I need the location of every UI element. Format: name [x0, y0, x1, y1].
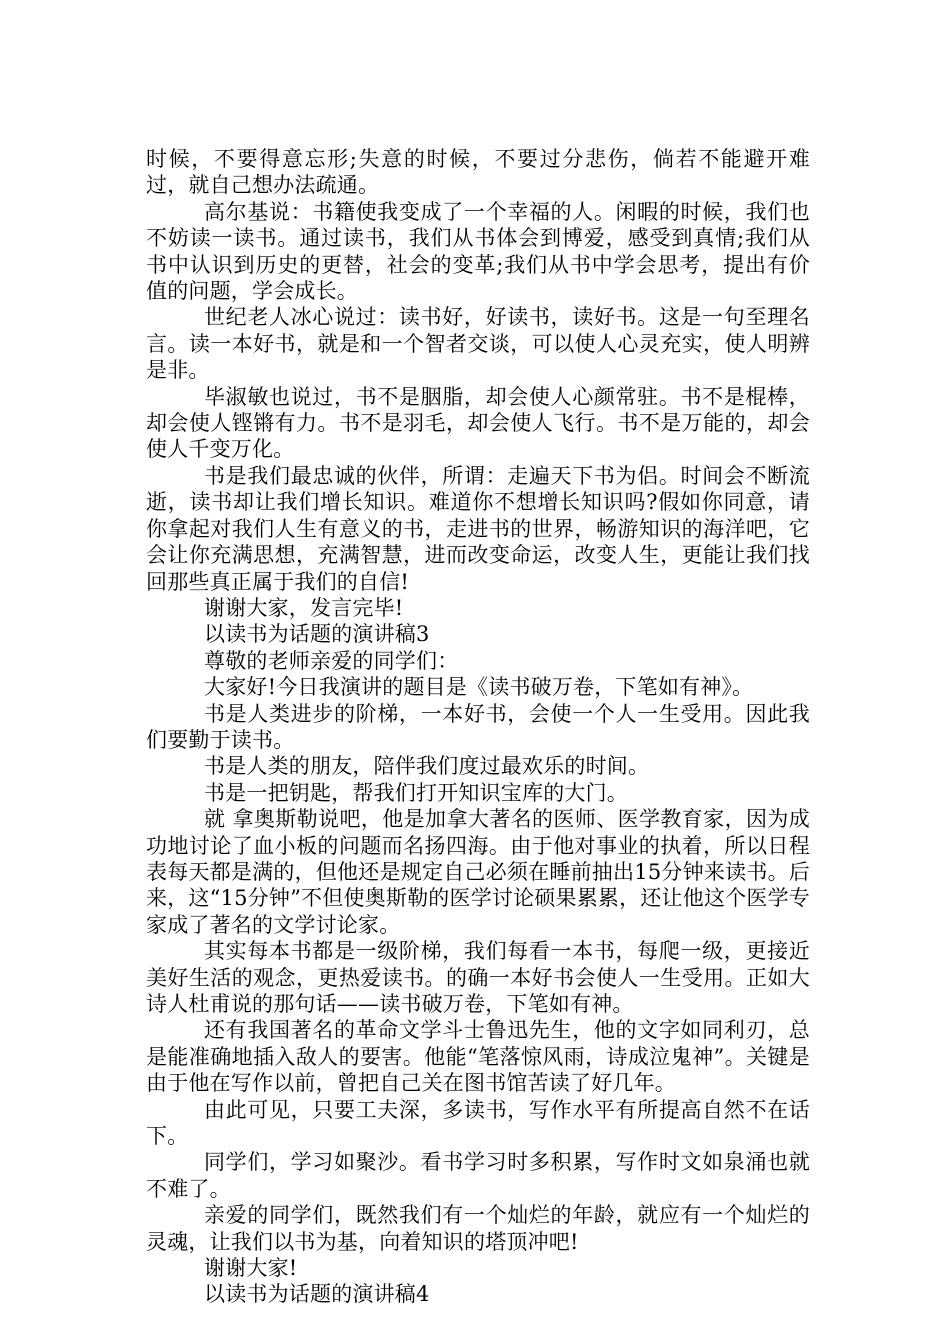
section-title-speech-4: 以读书为话题的演讲稿4 — [204, 1282, 430, 1307]
document-page — [146, 146, 810, 1308]
paragraph-conclusion: 由此可见，只要工夫深，多读书，写作水平有所提高自然不在话下。 — [146, 1097, 810, 1149]
paragraph-thanks: 谢谢大家，发言完毕! — [204, 595, 404, 620]
paragraph-greeting: 尊敬的老师亲爱的同学们： — [204, 648, 459, 673]
paragraph-friend: 书是人类的朋友，陪伴我们度过最欢乐的时间。 — [204, 754, 650, 779]
paragraph-bingxin: 世纪老人冰心说过：读书好，好读书，读好书。这是一句至理名言。读一本好书，就是和一个智者交谈，可以使人心灵充实，使人明辨是非。 — [146, 305, 810, 383]
paragraph-thanks-2: 谢谢大家! — [204, 1256, 298, 1281]
paragraph-key: 书是一把钥匙，帮我们打开知识宝库的大门。 — [204, 780, 628, 805]
paragraph-companion: 书是我们最忠诚的伙伴，所谓：走遍天下书为侣。时间会不断流逝，读书却让我们增长知识。难道你不想增长知识吗?假如你同意，请你拿起对我们人生有意义的书，走进书的世界，畅游知识的海洋吧，它会让你充满思想，充满智慧，进而改变命运，改变人生，更能让我们找回那些真正属于我们的自信! — [146, 463, 810, 594]
paragraph-ladder: 书是人类进步的阶梯，一本好书，会使一个人一生受用。因此我们要勤于读书。 — [146, 701, 810, 752]
paragraph-topic: 大家好!今日我演讲的题目是《读书破万卷，下笔如有神》。 — [204, 675, 754, 700]
paragraph-bishumin: 毕淑敏也说过，书不是胭脂，却会使人心颜常驻。书不是棍棒，却会使人铿锵有力。书不是羽毛，却会使人飞行。书不是万能的，却会使人千变万化。 — [146, 384, 810, 462]
paragraph-osler: 就 拿奥斯勒说吧，他是加拿大著名的医师、医学教育家，因为成功地讨论了血小板的问题而名扬四海。由于他对事业的执着，所以日程表每天都是满的，但他还是规定自己必须在睡前抽出15分钟来读书。后来，这“15分钟”不但使奥斯勒的医学讨论硕果累累，还让他这个医学专家成了著名的文学讨论家。 — [146, 807, 810, 937]
paragraph-gorky: 高尔基说：书籍使我变成了一个幸福的人。闲暇的时候，我们也不妨读一读书。通过读书，我们从书体会到博爱，感受到真情;我们从书中认识到历史的更替，社会的变革;我们从书中学会思考，提出有价值的问题，学会成长。 — [146, 199, 810, 304]
paragraph-soul: 亲爱的同学们，既然我们有一个灿烂的年龄，就应有一个灿烂的灵魂，让我们以书为基，向着知识的塔顶冲吧! — [146, 1203, 810, 1254]
paragraph-continuation: 时候，不要得意忘形;失意的时候，不要过分悲伤，倘若不能避开难过，就自己想办法疏通。 — [146, 147, 810, 198]
paragraph-steps: 其实每本书都是一级阶梯，我们每看一本书，每爬一级，更接近美好生活的观念，更热爱读书。的确一本好书会使人一生受用。正如大诗人杜甫说的那句话——读书破万卷，下笔如有神。 — [146, 939, 810, 1016]
paragraph-classmates: 同学们，学习如聚沙。看书学习时多积累，写作时文如泉涌也就不难了。 — [146, 1150, 810, 1201]
section-title-speech-3: 以读书为话题的演讲稿3 — [204, 622, 430, 647]
paragraph-luxun: 还有我国著名的革命文学斗士鲁迅先生，他的文字如同利刃，总是能准确地插入敌人的要害。他能“笔落惊风雨，诗成泣鬼神”。关键是由于他在写作以前，曾把自己关在图书馆苦读了好几年。 — [146, 1018, 810, 1096]
